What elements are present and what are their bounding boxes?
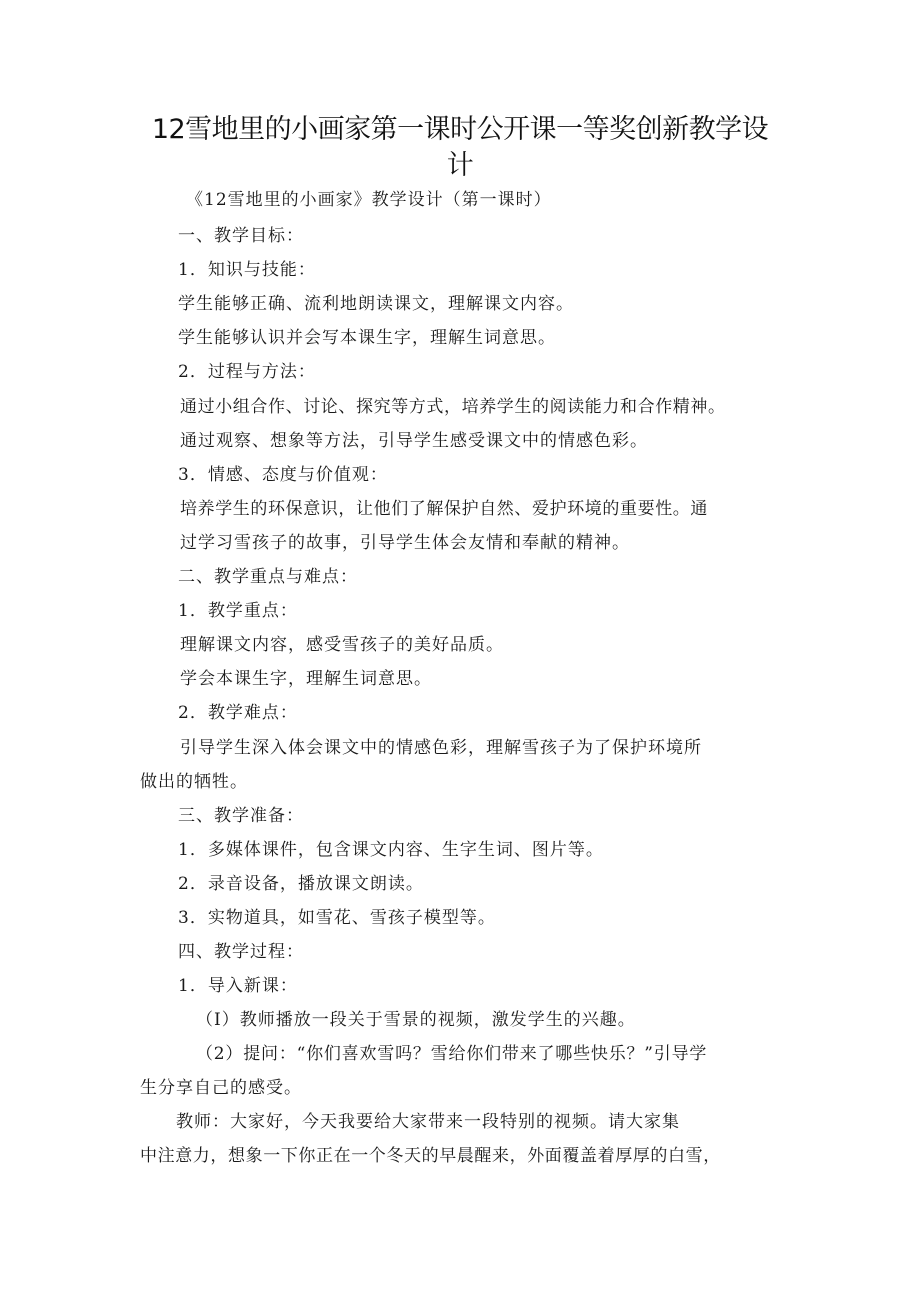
- subheading-process-methods: 2．过程与方法：: [178, 362, 316, 382]
- subheading-emotion-values: 3．情感、态度与价值观：: [178, 465, 388, 485]
- paragraph-line: 学生能够正确、流利地朗读课文，理解课文内容。: [178, 294, 574, 314]
- section-heading-preparation: 三、教学准备：: [178, 806, 304, 826]
- subheading-introduction: 1．导入新课：: [178, 976, 298, 996]
- paragraph-line: 做出的牺牲。: [140, 772, 248, 792]
- section-heading-process: 四、教学过程：: [178, 942, 304, 962]
- paragraph-line: 生分享自己的感受。: [140, 1078, 302, 1098]
- paragraph-line: 通过小组合作、讨论、探究等方式，培养学生的阅读能力和合作精神。: [180, 397, 726, 417]
- paragraph-line: 通过观察、想象等方法，引导学生感受课文中的情感色彩。: [180, 431, 648, 451]
- subheading-teaching-difficulty: 2．教学难点：: [178, 703, 298, 723]
- section-heading-key-points: 二、教学重点与难点：: [178, 567, 358, 587]
- document-title-line-1: 12雪地里的小画家第一课时公开课一等奖创新教学设: [151, 114, 769, 145]
- subheading-teaching-focus: 1．教学重点：: [178, 601, 298, 621]
- subheading-knowledge-skills: 1．知识与技能：: [178, 260, 316, 280]
- paragraph-line: 教师：大家好，今天我要给大家带来一段特别的视频。请大家集: [176, 1112, 680, 1132]
- list-item: 3．实物道具，如雪花、雪孩子模型等。: [178, 908, 496, 928]
- paragraph-line: 过学习雪孩子的故事，引导学生体会友情和奉献的精神。: [180, 533, 630, 553]
- paragraph-line: （I）教师播放一段关于雪景的视频，激发学生的兴趣。: [196, 1010, 636, 1030]
- paragraph-line: 学生能够认识并会写本课生字，理解生词意思。: [178, 328, 556, 348]
- document-title-line-2: 计: [446, 150, 474, 181]
- paragraph-line: 中注意力，想象一下你正在一个冬天的早晨醒来，外面覆盖着厚厚的白雪，: [140, 1146, 721, 1166]
- list-item: 2．录音设备，播放课文朗读。: [178, 874, 424, 894]
- paragraph-line: 引导学生深入体会课文中的情感色彩，理解雪孩子为了保护环境所: [180, 738, 702, 758]
- document-subtitle: 《12雪地里的小画家》教学设计（第一课时）: [186, 190, 552, 210]
- paragraph-line: 学会本课生字，理解生词意思。: [180, 669, 432, 689]
- paragraph-line: （2）提问：“你们喜欢雪吗？雪给你们带来了哪些快乐？”引导学: [196, 1044, 708, 1064]
- paragraph-line: 理解课文内容，感受雪孩子的美好品质。: [180, 635, 504, 655]
- paragraph-line: 培养学生的环保意识，让他们了解保护自然、爱护环境的重要性。通: [180, 499, 708, 519]
- section-heading-objectives: 一、教学目标：: [178, 226, 304, 246]
- list-item: 1．多媒体课件，包含课文内容、生字生词、图片等。: [178, 840, 604, 860]
